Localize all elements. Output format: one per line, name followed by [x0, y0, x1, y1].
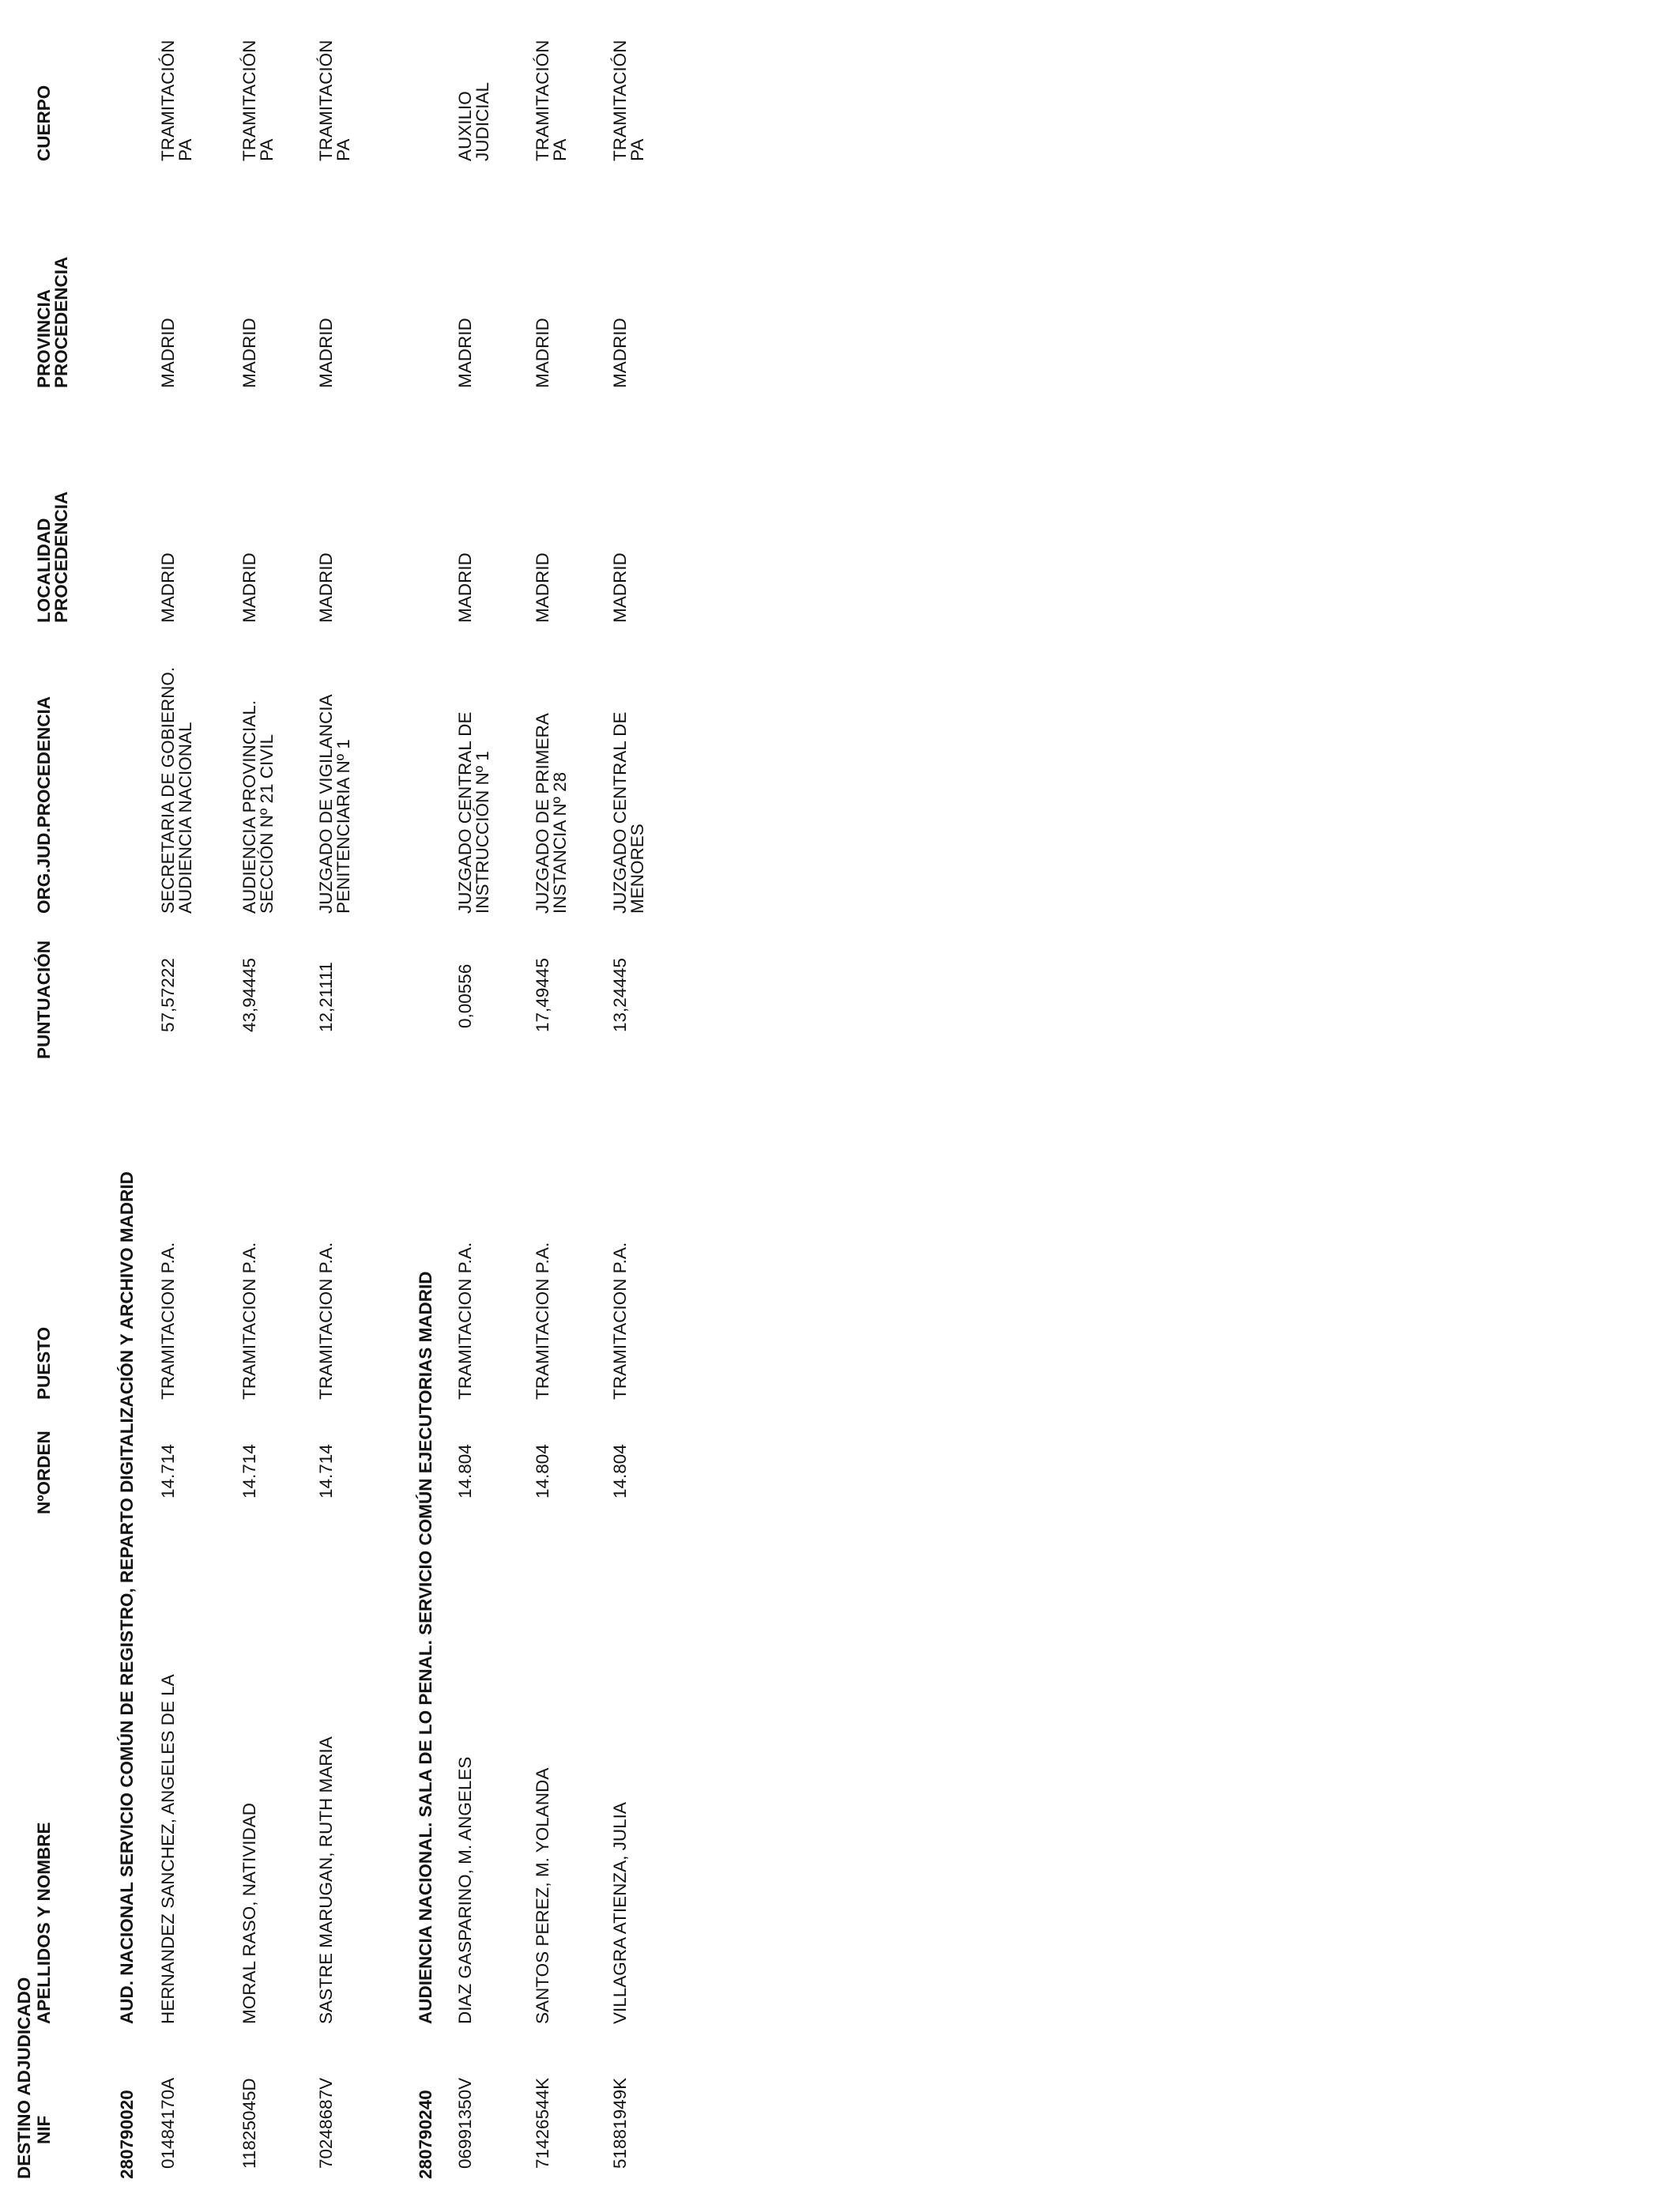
cell-cuerpo-line1: TRAMITACIÓN [158, 40, 178, 161]
group-code: 280790020 [117, 2090, 137, 2179]
cell-provincia: MADRID [533, 318, 552, 388]
cell-nif: 11825045D [239, 2078, 259, 2169]
cell-cuerpo-line1: TRAMITACIÓN [533, 40, 552, 161]
cell-name: DIAZ GASPARINO, M. ANGELES [455, 1756, 475, 2024]
cell-org-line1: JUZGADO DE VIGILANCIA [316, 694, 336, 914]
cell-localidad: MADRID [610, 552, 630, 623]
cell-cuerpo-line2: JUDICIAL [473, 81, 492, 161]
cell-org [241, 700, 276, 914]
cell-cuerpo-line2: PA [257, 138, 277, 161]
cell-org-line2: INSTANCIA Nº 28 [550, 771, 570, 914]
cell-puesto: TRAMITACION P.A. [455, 1242, 475, 1400]
cell-puntuacion: 43,94445 [239, 958, 259, 1032]
cell-localidad: MADRID [239, 552, 259, 623]
cell-org-line1: JUZGADO CENTRAL DE [610, 711, 630, 914]
cell-provincia: MADRID [158, 318, 178, 388]
cell-cuerpo [534, 40, 569, 161]
cell-cuerpo [612, 40, 646, 161]
cell-localidad: MADRID [316, 552, 336, 623]
cell-provincia: MADRID [455, 318, 475, 388]
cell-localidad: MADRID [158, 552, 178, 623]
cell-nif: 71426544K [533, 2077, 552, 2169]
cell-nif: 06991350V [455, 2077, 475, 2169]
cell-cuerpo-line2: PA [333, 138, 353, 161]
cell-org [457, 712, 492, 914]
cell-org [160, 667, 194, 914]
cell-nif: 70248687V [316, 2077, 336, 2169]
cell-puesto: TRAMITACION P.A. [610, 1242, 630, 1400]
cell-cuerpo-line2: PA [627, 138, 647, 161]
cell-puesto: TRAMITACION P.A. [533, 1242, 552, 1400]
cell-org [318, 694, 352, 914]
cell-orden: 14.714 [239, 1444, 259, 1498]
cell-org-line2: SECCIÓN Nº 21 CIVIL [257, 733, 277, 914]
cell-org-line1: JUZGADO CENTRAL DE [455, 711, 475, 914]
provincia-column-header [36, 257, 70, 388]
localidad-column-header [36, 492, 70, 623]
cell-orden: 14.804 [455, 1444, 475, 1498]
cell-org-line1: JUZGADO DE PRIMERA [533, 713, 552, 914]
group-code: 280790240 [416, 2090, 435, 2179]
cell-provincia: MADRID [610, 318, 630, 388]
cell-localidad: MADRID [455, 552, 475, 623]
cell-name: VILLAGRA ATIENZA, JULIA [610, 1802, 630, 2024]
cell-org-line2: AUDIENCIA NACIONAL [175, 722, 195, 914]
cell-puntuacion: 17,49445 [533, 958, 552, 1032]
cuerpo-column-header: CUERPO [34, 85, 54, 161]
cell-name: SASTRE MARUGAN, RUTH MARIA [316, 1736, 336, 2024]
cell-cuerpo [241, 40, 276, 161]
cell-puntuacion: 0,00556 [455, 963, 475, 1028]
cell-orden: 14.714 [158, 1444, 178, 1498]
puntuacion-column-header: PUNTUACIÓN [34, 941, 54, 1059]
cell-provincia: MADRID [316, 318, 336, 388]
cell-orden: 14.804 [610, 1444, 630, 1498]
cell-org [612, 712, 646, 914]
provincia-header-line2: PROCEDENCIA [51, 256, 71, 388]
cell-cuerpo-line2: PA [175, 138, 195, 161]
cell-name: HERNANDEZ SANCHEZ, ANGELES DE LA [158, 1674, 178, 2024]
cell-puesto: TRAMITACION P.A. [158, 1242, 178, 1400]
cell-cuerpo-line1: AUXILIO [455, 91, 475, 161]
cell-org-line2: MENORES [627, 824, 647, 914]
group-title: AUDIENCIA NACIONAL. SALA DE LO PENAL. SERVICIO COMÚN EJECUTORIAS MADRID [416, 1271, 435, 2024]
cell-puntuacion: 12,21111 [316, 962, 336, 1032]
cell-puesto: TRAMITACION P.A. [316, 1242, 336, 1400]
cell-puntuacion: 13,24445 [610, 958, 630, 1032]
org-column-header: ORG.JUD.PROCEDENCIA [34, 696, 54, 914]
cell-cuerpo-line1: TRAMITACIÓN [239, 40, 259, 161]
localidad-header-line1: LOCALIDAD [34, 518, 54, 623]
cell-org-line1: SECRETARIA DE GOBIERNO. [158, 666, 178, 914]
localidad-header-line2: PROCEDENCIA [51, 491, 71, 623]
cell-cuerpo [457, 82, 492, 161]
cell-nif: 51881949K [610, 2077, 630, 2169]
cell-cuerpo-line1: TRAMITACIÓN [316, 40, 336, 161]
cell-cuerpo [318, 40, 352, 161]
cell-localidad: MADRID [533, 552, 552, 623]
cell-cuerpo-line2: PA [550, 138, 570, 161]
apellidos-column-header: APELLIDOS Y NOMBRE [34, 1822, 54, 2024]
cell-org-line2: PENITENCIARIA Nº 1 [333, 739, 353, 914]
norden-column-header: NºORDEN [34, 1431, 54, 1514]
cell-nif: 01484170A [158, 2077, 178, 2169]
cell-orden: 14.804 [533, 1444, 552, 1498]
cell-orden: 14.714 [316, 1444, 336, 1498]
group-title: AUD. NACIONAL SERVICIO COMÚN DE REGISTRO, REPARTO DIGITALIZACIÓN Y ARCHIVO MADRID [117, 1171, 137, 2024]
cell-cuerpo [160, 40, 194, 161]
destino-adjudicado-heading: DESTINO ADJUDICADO [14, 1977, 34, 2179]
cell-puntuacion: 57,57222 [158, 958, 178, 1032]
puesto-column-header: PUESTO [34, 1326, 54, 1400]
nif-column-header: NIF [34, 2115, 54, 2144]
cell-cuerpo-line1: TRAMITACIÓN [610, 40, 630, 161]
cell-org-line1: AUDIENCIA PROVINCIAL. [239, 699, 259, 914]
cell-puesto: TRAMITACION P.A. [239, 1242, 259, 1400]
cell-name: SANTOS PEREZ, M. YOLANDA [533, 1767, 552, 2024]
cell-name: MORAL RASO, NATIVIDAD [239, 1802, 259, 2024]
cell-org [534, 713, 569, 914]
provincia-header-line1: PROVINCIA [34, 288, 54, 388]
cell-provincia: MADRID [239, 318, 259, 388]
cell-org-line2: INSTRUCCIÓN Nº 1 [473, 751, 492, 914]
